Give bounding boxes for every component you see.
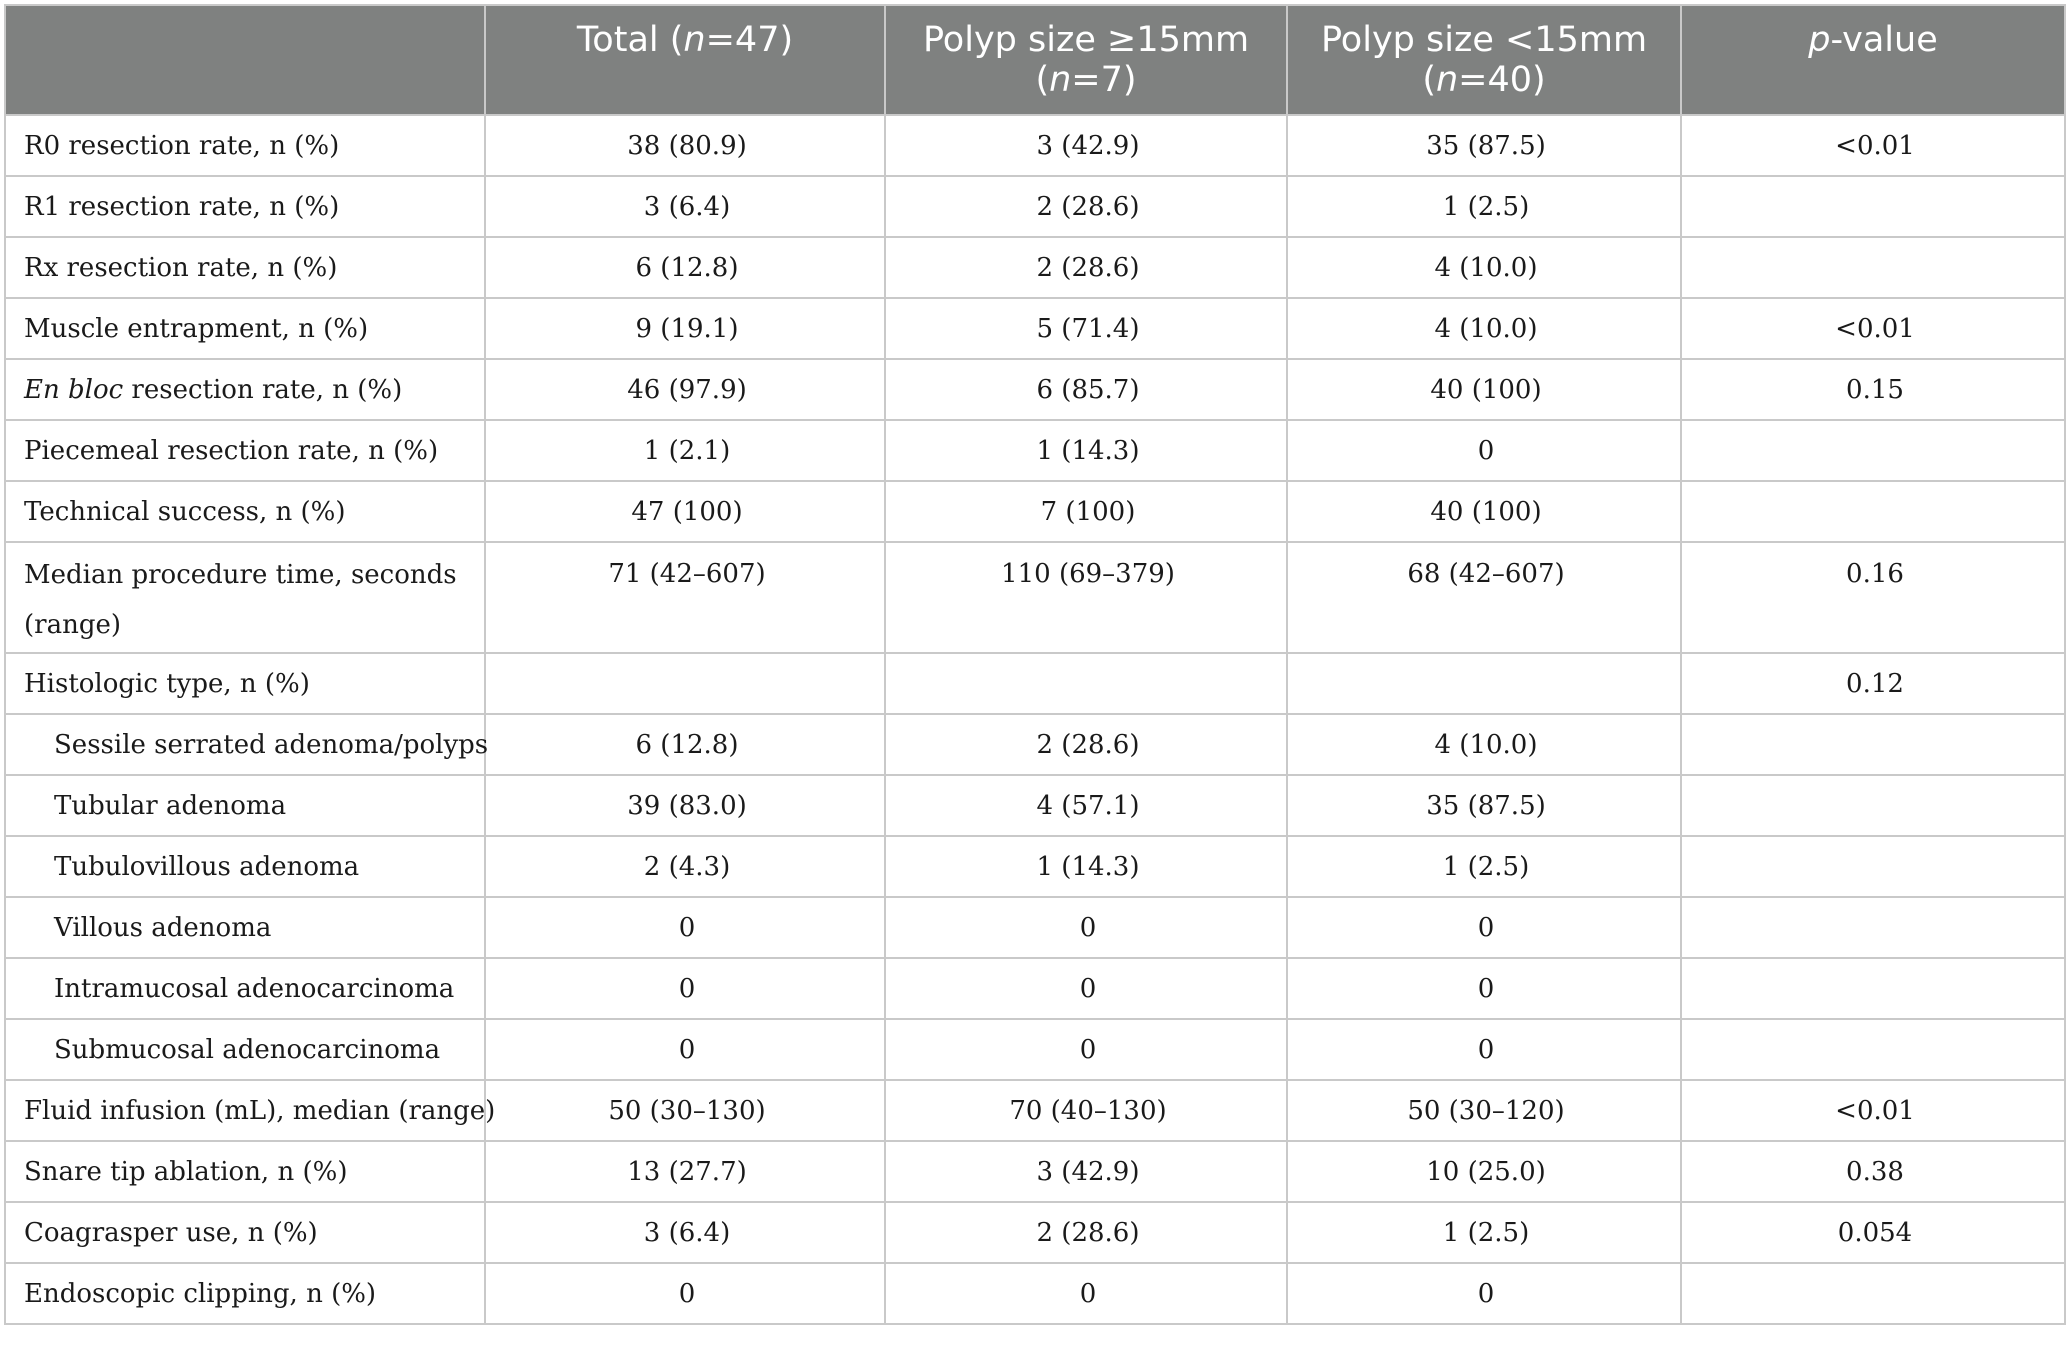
cell-polyp-lt15: 40 (100) bbox=[1287, 359, 1681, 420]
table-row bbox=[5, 1141, 2065, 1202]
row-label-text: Technical success, n (%) bbox=[24, 496, 346, 527]
cell-polyp-ge15: 2 (28.6) bbox=[885, 714, 1287, 775]
cell-total: 0 bbox=[485, 897, 885, 958]
row-label bbox=[5, 653, 485, 714]
cell-polyp-lt15: 50 (30–120) bbox=[1287, 1080, 1681, 1141]
cell-p-value: 0.054 bbox=[1681, 1202, 2065, 1263]
cell-p-value: 0.15 bbox=[1681, 359, 2065, 420]
cell-polyp-lt15: 40 (100) bbox=[1287, 481, 1681, 542]
row-label bbox=[5, 958, 485, 1019]
table-row bbox=[5, 1019, 2065, 1080]
row-label bbox=[5, 836, 485, 897]
table-row bbox=[5, 542, 2065, 653]
row-label-text: Rx resection rate, n (%) bbox=[24, 252, 338, 283]
row-label bbox=[5, 542, 485, 653]
cell-p-value bbox=[1681, 481, 2065, 542]
cell-polyp-lt15: 0 bbox=[1287, 1263, 1681, 1324]
cell-total: 0 bbox=[485, 1263, 885, 1324]
cell-p-value bbox=[1681, 714, 2065, 775]
cell-total: 71 (42–607) bbox=[485, 542, 885, 653]
cell-total: 50 (30–130) bbox=[485, 1080, 885, 1141]
header-row-label bbox=[5, 5, 485, 115]
cell-polyp-lt15: 0 bbox=[1287, 1019, 1681, 1080]
cell-total: 6 (12.8) bbox=[485, 714, 885, 775]
cell-polyp-lt15: 35 (87.5) bbox=[1287, 115, 1681, 176]
cell-p-value: 0.38 bbox=[1681, 1141, 2065, 1202]
table-row bbox=[5, 775, 2065, 836]
table-row bbox=[5, 298, 2065, 359]
row-label-text: Histologic type, n (%) bbox=[24, 668, 310, 699]
cell-polyp-lt15: 0 bbox=[1287, 897, 1681, 958]
cell-p-value bbox=[1681, 176, 2065, 237]
cell-polyp-lt15: 4 (10.0) bbox=[1287, 714, 1681, 775]
cell-p-value bbox=[1681, 836, 2065, 897]
cell-polyp-ge15: 3 (42.9) bbox=[885, 115, 1287, 176]
row-label-text: Muscle entrapment, n (%) bbox=[24, 313, 369, 344]
table-row bbox=[5, 1263, 2065, 1324]
cell-polyp-lt15: 0 bbox=[1287, 958, 1681, 1019]
row-label-text: Submucosal adenocarcinoma bbox=[54, 1034, 441, 1065]
table-row bbox=[5, 176, 2065, 237]
row-label-text: Coagrasper use, n (%) bbox=[24, 1217, 318, 1248]
table-row bbox=[5, 714, 2065, 775]
results-table-container bbox=[4, 4, 2064, 1325]
table-row bbox=[5, 897, 2065, 958]
cell-polyp-lt15 bbox=[1287, 653, 1681, 714]
cell-total: 38 (80.9) bbox=[485, 115, 885, 176]
cell-polyp-ge15: 1 (14.3) bbox=[885, 420, 1287, 481]
header-total: Total (n=47) bbox=[485, 5, 885, 115]
table-row bbox=[5, 653, 2065, 714]
row-label bbox=[5, 359, 485, 420]
cell-polyp-ge15: 0 bbox=[885, 1263, 1287, 1324]
row-label-text: Intramucosal adenocarcinoma bbox=[54, 973, 455, 1004]
cell-polyp-ge15: 3 (42.9) bbox=[885, 1141, 1287, 1202]
row-label bbox=[5, 420, 485, 481]
cell-p-value bbox=[1681, 1263, 2065, 1324]
table-row bbox=[5, 115, 2065, 176]
row-label bbox=[5, 481, 485, 542]
row-label-text: Snare tip ablation, n (%) bbox=[24, 1156, 348, 1187]
cell-total bbox=[485, 653, 885, 714]
cell-p-value: <0.01 bbox=[1681, 1080, 2065, 1141]
cell-polyp-lt15: 4 (10.0) bbox=[1287, 298, 1681, 359]
results-table bbox=[4, 4, 2066, 1325]
cell-polyp-ge15: 0 bbox=[885, 897, 1287, 958]
cell-total: 3 (6.4) bbox=[485, 1202, 885, 1263]
cell-polyp-lt15: 4 (10.0) bbox=[1287, 237, 1681, 298]
table-header bbox=[5, 5, 2065, 115]
header-row bbox=[5, 5, 2065, 115]
cell-polyp-ge15: 5 (71.4) bbox=[885, 298, 1287, 359]
cell-p-value: 0.12 bbox=[1681, 653, 2065, 714]
cell-polyp-ge15: 0 bbox=[885, 958, 1287, 1019]
header-polyp-ge15: Polyp size ≥15mm (n=7) bbox=[885, 5, 1287, 115]
row-label-text: Tubulovillous adenoma bbox=[54, 851, 360, 882]
row-label-italic: En bloc bbox=[24, 374, 124, 405]
table-row bbox=[5, 237, 2065, 298]
cell-polyp-ge15 bbox=[885, 653, 1287, 714]
cell-total: 6 (12.8) bbox=[485, 237, 885, 298]
row-label-text: Endoscopic clipping, n (%) bbox=[24, 1278, 377, 1309]
row-label bbox=[5, 1080, 496, 1141]
row-label-text: Villous adenoma bbox=[54, 912, 272, 943]
header-polyp-lt15: Polyp size <15mm (n=40) bbox=[1287, 5, 1681, 115]
table-row bbox=[5, 836, 2065, 897]
cell-total: 3 (6.4) bbox=[485, 176, 885, 237]
cell-total: 1 (2.1) bbox=[485, 420, 885, 481]
cell-total: 0 bbox=[485, 1019, 885, 1080]
row-label bbox=[5, 237, 485, 298]
cell-p-value bbox=[1681, 775, 2065, 836]
row-label bbox=[5, 1202, 485, 1263]
row-label bbox=[5, 1019, 485, 1080]
cell-p-value: 0.16 bbox=[1681, 542, 2065, 653]
table-row bbox=[5, 1202, 2065, 1263]
table-row bbox=[5, 359, 2065, 420]
cell-polyp-ge15: 0 bbox=[885, 1019, 1287, 1080]
row-label bbox=[5, 897, 485, 958]
row-label bbox=[5, 115, 485, 176]
header-p-value: p-value bbox=[1681, 5, 2065, 115]
cell-polyp-ge15: 1 (14.3) bbox=[885, 836, 1287, 897]
row-label bbox=[5, 775, 485, 836]
table-body bbox=[5, 115, 2065, 1324]
cell-polyp-ge15: 7 (100) bbox=[885, 481, 1287, 542]
table-row bbox=[5, 1080, 2065, 1141]
cell-p-value: <0.01 bbox=[1681, 115, 2065, 176]
row-label-text: Tubular adenoma bbox=[54, 790, 287, 821]
cell-polyp-ge15: 70 (40–130) bbox=[885, 1080, 1287, 1141]
cell-total: 13 (27.7) bbox=[485, 1141, 885, 1202]
cell-total: 39 (83.0) bbox=[485, 775, 885, 836]
cell-polyp-ge15: 2 (28.6) bbox=[885, 1202, 1287, 1263]
cell-p-value bbox=[1681, 237, 2065, 298]
row-label-text: R0 resection rate, n (%) bbox=[24, 130, 340, 161]
cell-polyp-ge15: 2 (28.6) bbox=[885, 237, 1287, 298]
cell-polyp-lt15: 1 (2.5) bbox=[1287, 1202, 1681, 1263]
row-label-text: Piecemeal resection rate, n (%) bbox=[24, 435, 439, 466]
row-label-text: Sessile serrated adenoma/polyps bbox=[54, 729, 489, 760]
cell-total: 9 (19.1) bbox=[485, 298, 885, 359]
table-row bbox=[5, 481, 2065, 542]
table-row bbox=[5, 958, 2065, 1019]
row-label-text: resection rate, n (%) bbox=[123, 374, 403, 405]
row-label bbox=[5, 1141, 485, 1202]
cell-polyp-lt15: 1 (2.5) bbox=[1287, 176, 1681, 237]
row-label-text: Fluid infusion (mL), median (range) bbox=[24, 1095, 496, 1126]
cell-total: 47 (100) bbox=[485, 481, 885, 542]
cell-polyp-lt15: 35 (87.5) bbox=[1287, 775, 1681, 836]
cell-polyp-ge15: 4 (57.1) bbox=[885, 775, 1287, 836]
row-label bbox=[5, 176, 485, 237]
row-label bbox=[5, 1263, 485, 1324]
cell-total: 46 (97.9) bbox=[485, 359, 885, 420]
cell-total: 0 bbox=[485, 958, 885, 1019]
cell-polyp-ge15: 110 (69–379) bbox=[885, 542, 1287, 653]
row-label bbox=[5, 714, 489, 775]
cell-polyp-lt15: 1 (2.5) bbox=[1287, 836, 1681, 897]
cell-p-value: <0.01 bbox=[1681, 298, 2065, 359]
cell-polyp-ge15: 6 (85.7) bbox=[885, 359, 1287, 420]
cell-p-value bbox=[1681, 1019, 2065, 1080]
cell-p-value bbox=[1681, 420, 2065, 481]
cell-polyp-lt15: 10 (25.0) bbox=[1287, 1141, 1681, 1202]
cell-total: 2 (4.3) bbox=[485, 836, 885, 897]
cell-p-value bbox=[1681, 958, 2065, 1019]
row-label-text: Median procedure time, seconds (range) bbox=[24, 560, 457, 640]
row-label-text: R1 resection rate, n (%) bbox=[24, 191, 340, 222]
table-row bbox=[5, 420, 2065, 481]
cell-polyp-lt15: 68 (42–607) bbox=[1287, 542, 1681, 653]
cell-polyp-lt15: 0 bbox=[1287, 420, 1681, 481]
cell-p-value bbox=[1681, 897, 2065, 958]
row-label bbox=[5, 298, 485, 359]
cell-polyp-ge15: 2 (28.6) bbox=[885, 176, 1287, 237]
